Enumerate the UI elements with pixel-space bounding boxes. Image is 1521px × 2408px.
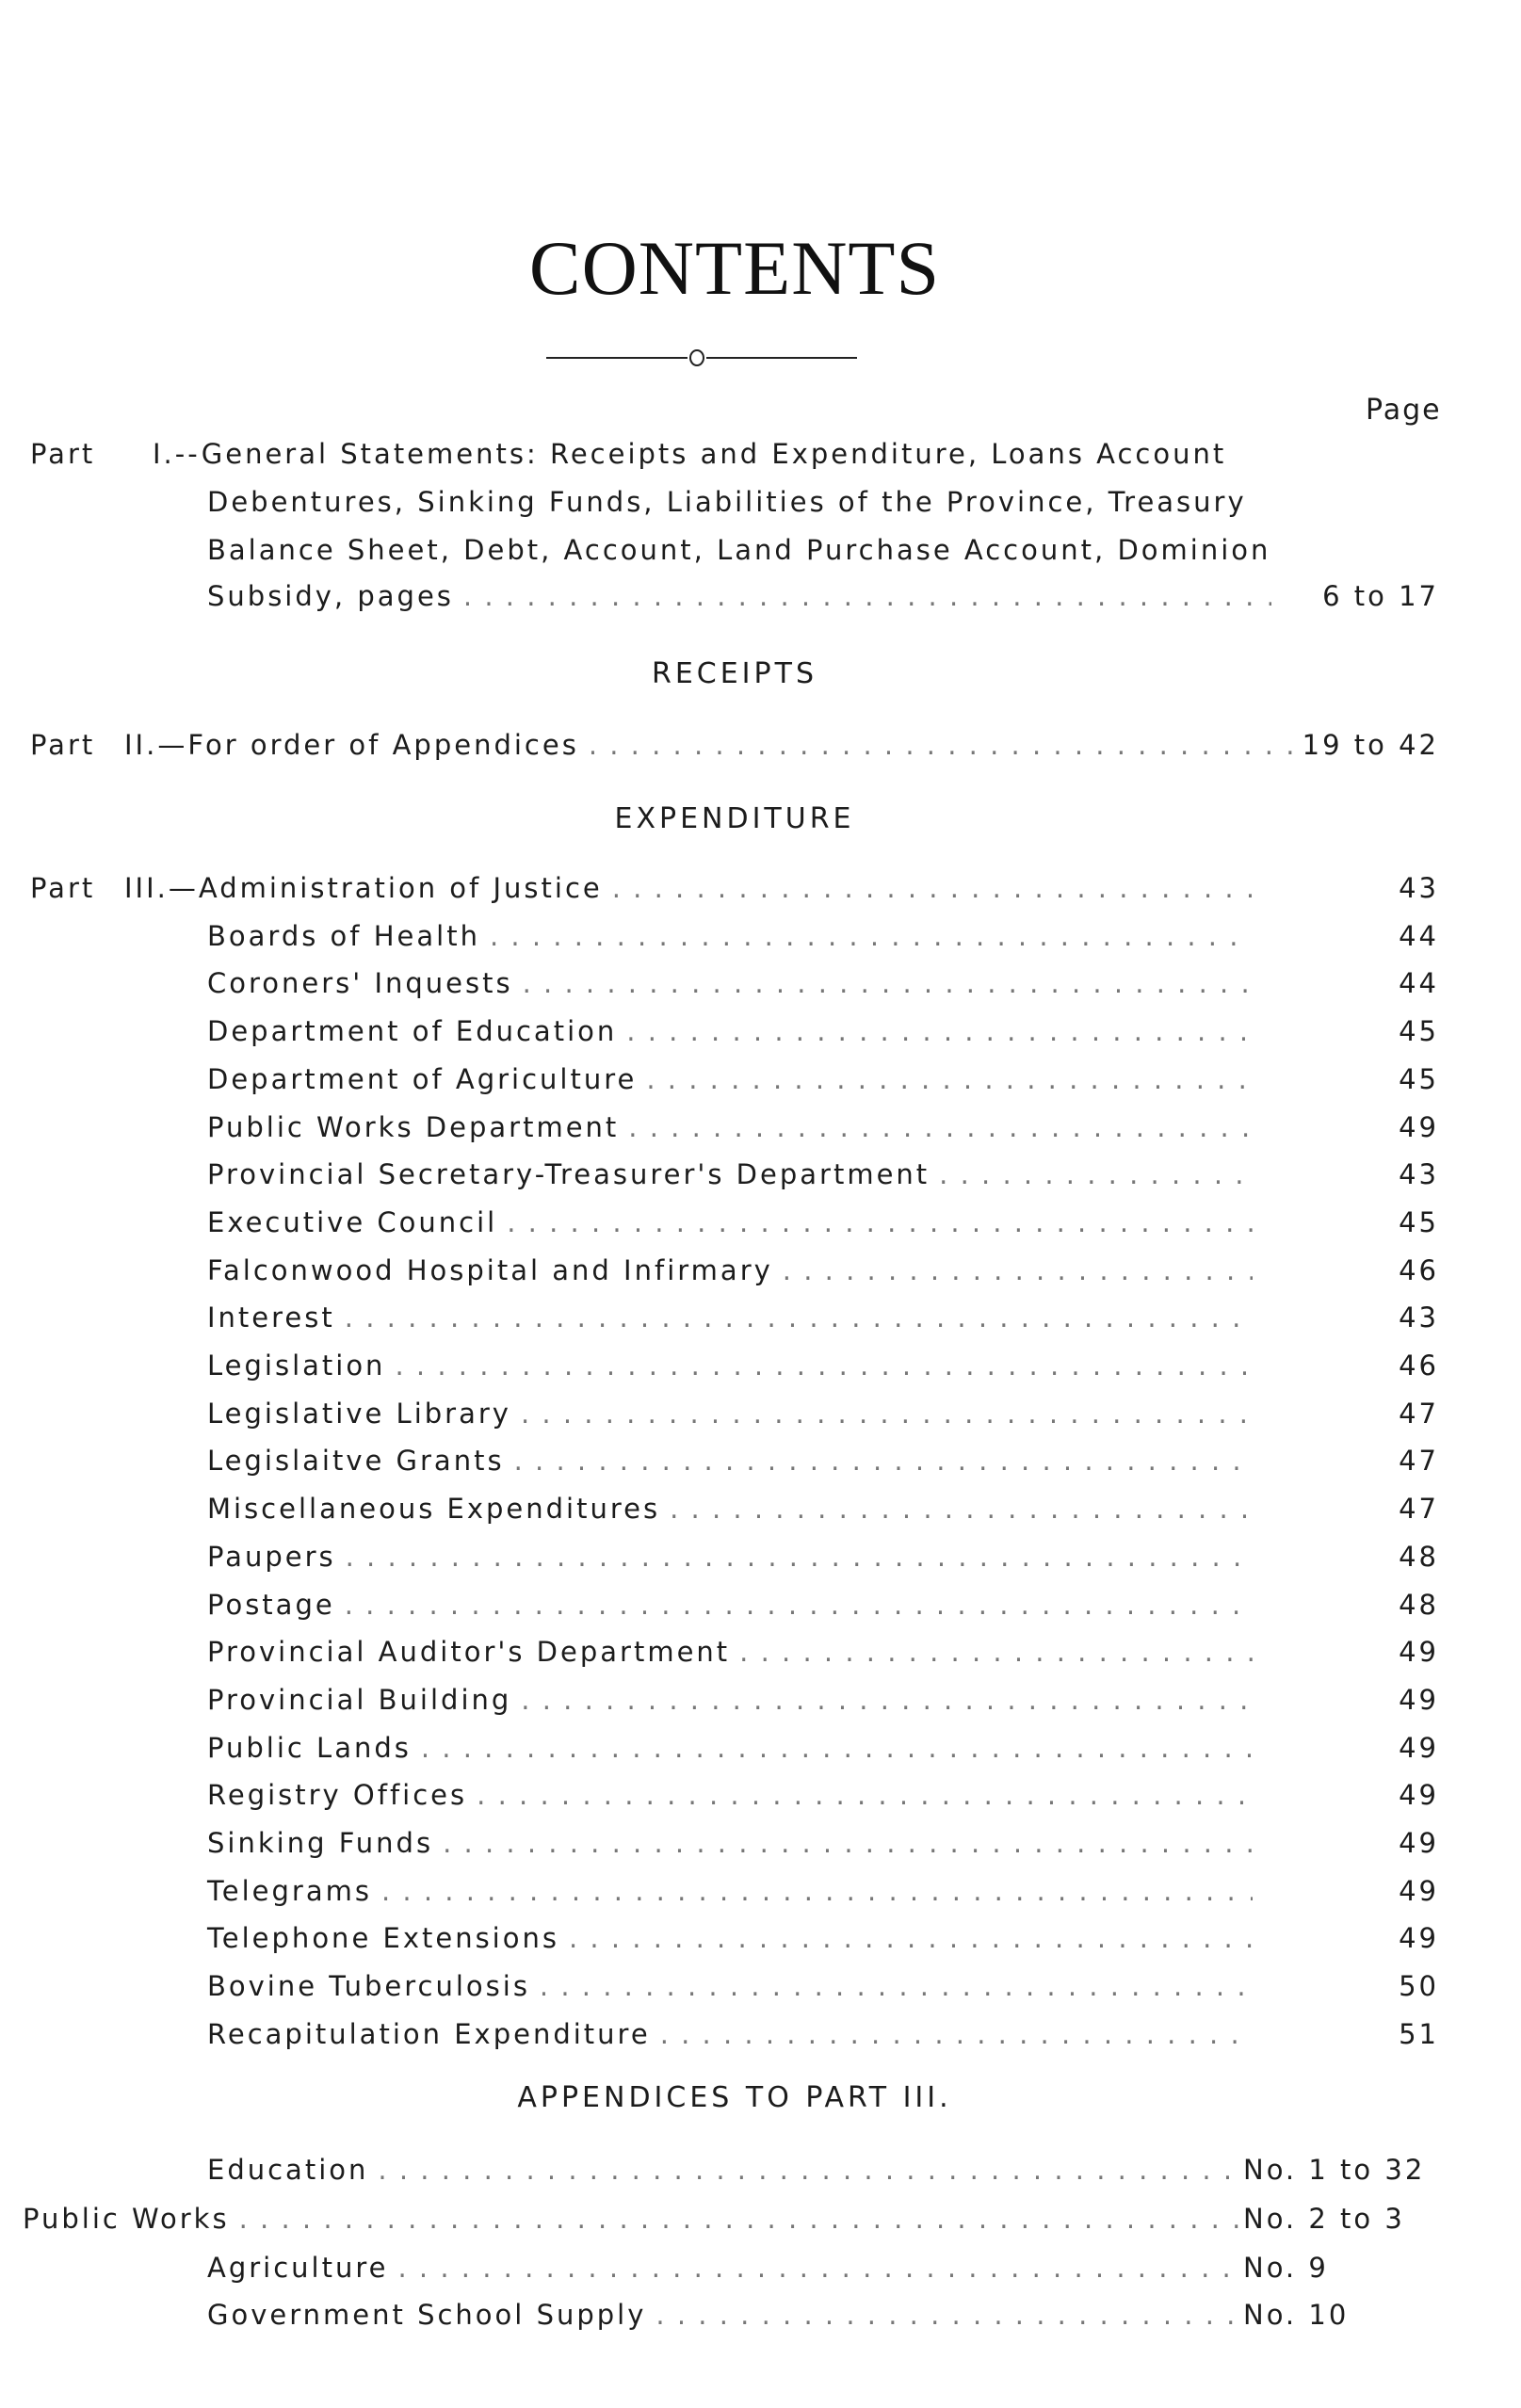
part3-item-page: 47 [1399,1493,1439,1525]
leader-dots [467,1779,1253,1811]
part3-item-page: 48 [1399,1541,1439,1573]
part3-item [207,1398,1253,1439]
part1-prefix: Part [30,438,96,470]
leader-dots [497,1206,1253,1238]
part3-item-page: 51 [1399,2018,1439,2050]
part3-item-page: 43 [1399,1301,1439,1333]
part1-line-2: Debentures, Sinking Funds, Liabilities of the Province, Treasury [207,486,1247,518]
appendix-item [207,2154,1243,2195]
part3-item [207,967,1253,1009]
part3-item-page: 43 [1399,1158,1439,1190]
part3-item [207,1254,1253,1296]
part3-item [207,1636,1253,1677]
part2-row [124,729,1302,770]
appendix-item-ref: No. 9 [1243,2252,1329,2284]
leader-dots [530,1970,1253,2002]
appendix-item-ref: No. 10 [1243,2299,1350,2331]
part3-item-label: Telephone Extensions [207,1922,559,1954]
leader-dots [385,1349,1253,1382]
part3-item-label: Coroners' Inquests [207,967,513,999]
part3-item [207,1970,1253,2012]
part3-item [207,1875,1253,1916]
part3-item-label: Legislaitve Grants [207,1445,505,1477]
appendix-item-label: Public Works [23,2203,230,2235]
part3-prefix: Part [30,872,96,904]
expenditure-heading: EXPENDITURE [614,802,855,835]
leader-dots [372,1875,1253,1907]
leader-dots [505,1445,1253,1477]
part3-item-label: Paupers [207,1541,336,1573]
appendix-item-ref: No. 2 to 3 [1243,2203,1405,2235]
part3-item-page: 45 [1399,1206,1439,1238]
part3-item-page: 46 [1399,1349,1439,1382]
part3-item-label: Falconwood Hospital and Infirmary [207,1254,773,1286]
leader-dots [368,2154,1243,2186]
part3-item-label: Recapitulation Expenditure [207,2018,651,2050]
part3-item-label: Provincial Secretary-Treasurer's Department [207,1158,930,1190]
part3-item-label: Registry Offices [207,1779,468,1811]
part3-item-page: 47 [1399,1445,1439,1477]
leader-dots [412,1732,1253,1764]
leader-dots [511,1398,1253,1430]
part3-item [207,1589,1253,1630]
leader-dots [454,580,1271,612]
leader-dots [651,2018,1253,2050]
part3-item-page: 49 [1399,1922,1439,1954]
part1-line-1: I.--General Statements: Receipts and Expenditure, Loans Account [153,438,1227,470]
part3-item [207,1493,1253,1534]
part3-item-page: 43 [1399,872,1439,904]
part3-item-page: 50 [1399,1970,1439,2002]
appendices-heading: APPENDICES TO PART III. [517,2081,952,2114]
part3-item [124,872,1253,913]
part3-item-label: Public Lands [207,1732,412,1764]
part3-item [207,1684,1253,1725]
part3-item-label: Boards of Health [207,920,480,952]
part3-item [207,1206,1253,1248]
part3-item-page: 45 [1399,1015,1439,1047]
appendix-item-label: Agriculture [207,2252,389,2284]
part3-item-page: 49 [1399,1827,1439,1859]
part3-item [207,920,1253,962]
title-ornament [546,345,885,367]
part3-item [207,1158,1253,1200]
part2-pages: 19 to 42 [1302,729,1439,761]
leader-dots [579,729,1302,761]
leader-dots [433,1827,1253,1859]
part3-item-page: 49 [1399,1684,1439,1716]
part3-item [207,1015,1253,1057]
leader-dots [617,1015,1253,1047]
part3-item [207,1301,1253,1343]
part2-prefix: Part [30,729,96,761]
part3-item-label: Executive Council [207,1206,498,1238]
leader-dots [335,1589,1253,1621]
leader-dots [480,920,1253,952]
part3-item-page: 48 [1399,1589,1439,1621]
appendix-item-label: Government School Supply [207,2299,647,2331]
part3-item [207,1922,1253,1964]
leader-dots [637,1063,1253,1095]
part1-pages: 6 to 17 [1322,580,1439,612]
appendix-item-ref: No. 1 to 32 [1243,2154,1426,2186]
leader-dots [603,872,1253,904]
appendix-item [207,2299,1243,2340]
part3-item-label: Provincial Building [207,1684,512,1716]
part1-last-line [207,580,1271,622]
leader-dots [660,1493,1253,1525]
leader-dots [336,1541,1253,1573]
part3-item-label: Public Works Department [207,1111,620,1143]
part3-item-page: 49 [1399,1779,1439,1811]
part3-item-page: 44 [1399,920,1439,952]
receipts-heading: RECEIPTS [651,657,817,690]
part3-item-page: 49 [1399,1111,1439,1143]
part3-item-label: Legislation [207,1349,386,1382]
leader-dots [559,1922,1253,1954]
part3-item [207,1445,1253,1486]
part3-item-page: 46 [1399,1254,1439,1286]
part1-line-3: Balance Sheet, Debt, Account, Land Purchase Account, Dominion [207,534,1271,566]
leader-dots [511,1684,1253,1716]
part3-item [207,1732,1253,1773]
leader-dots [513,967,1253,999]
part3-item-label: Department of Agriculture [207,1063,638,1095]
leader-dots [730,1636,1253,1668]
part2-label: II.—For order of Appendices [124,729,579,761]
part3-item-label: Department of Education [207,1015,618,1047]
part3-item-label: Miscellaneous Expenditures [207,1493,661,1525]
part3-item-label: Postage [207,1589,335,1621]
part3-item [207,1541,1253,1582]
part3-item [207,1063,1253,1105]
leader-dots [930,1158,1253,1190]
part3-item-label: Sinking Funds [207,1827,434,1859]
page-column-header: Page [1366,394,1442,427]
part3-item [207,2018,1253,2060]
page-title: CONTENTS [528,225,941,311]
part3-item-label: Telegrams [207,1875,372,1907]
appendix-item [207,2252,1243,2293]
part1-last-label: Subsidy, pages [207,580,454,612]
part3-item-label: Interest [207,1301,335,1333]
appendix-item-label: Education [207,2154,369,2186]
part3-item [207,1779,1253,1820]
leader-dots [619,1111,1253,1143]
leader-dots [230,2203,1243,2235]
part3-item-page: 47 [1399,1398,1439,1430]
part3-item-label: Legislative Library [207,1398,511,1430]
part3-item-page: 44 [1399,967,1439,999]
leader-dots [335,1301,1253,1333]
part3-item-label: III.—Administration of Justice [124,872,603,904]
part3-item [207,1111,1253,1153]
leader-dots [646,2299,1243,2331]
leader-dots [389,2252,1244,2284]
appendix-item [23,2203,1243,2244]
part3-item-label: Bovine Tuberculosis [207,1970,530,2002]
part3-item-page: 49 [1399,1875,1439,1907]
part3-item-page: 45 [1399,1063,1439,1095]
part3-item [207,1349,1253,1391]
part3-item-page: 49 [1399,1636,1439,1668]
part3-item [207,1827,1253,1868]
leader-dots [773,1254,1253,1286]
part3-item-page: 49 [1399,1732,1439,1764]
part3-item-label: Provincial Auditor's Department [207,1636,731,1668]
